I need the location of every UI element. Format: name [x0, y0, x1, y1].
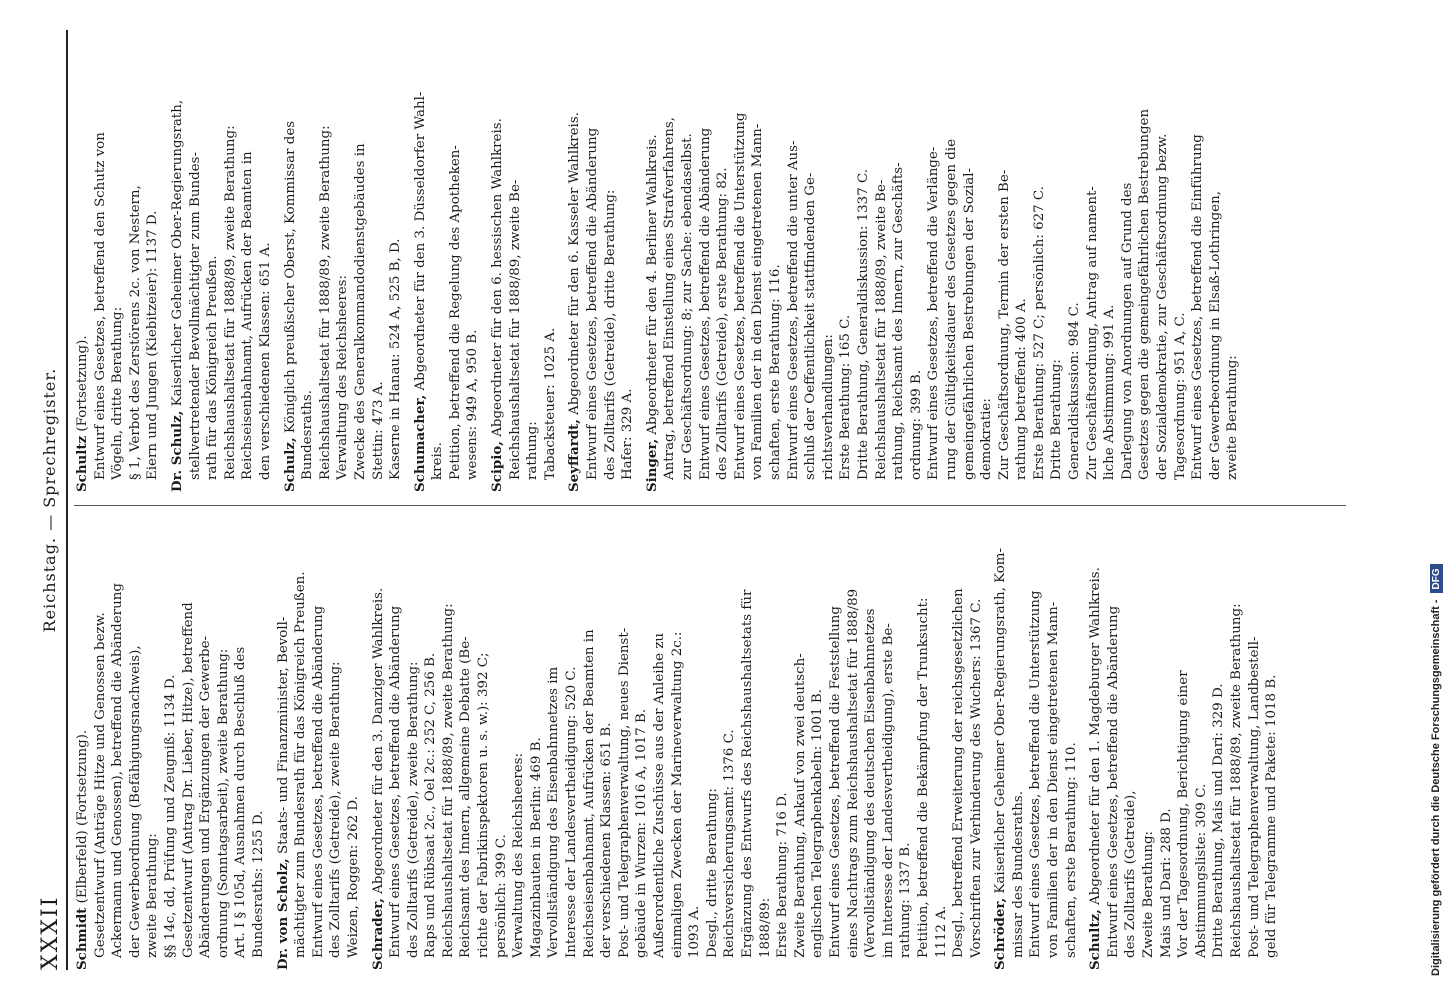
entry-text: Abgeordneter für den 3. Danziger Wahlkreis.: [370, 587, 386, 899]
entry-line: von Familien der in den Dienst eingetretenen Mann-: [750, 123, 766, 480]
entry-line: des Zolltarifs (Getreide), erste Berathung: 82.: [715, 167, 731, 480]
entry-line: Dritte Berathung, Mais und Dari: 329 D.: [1211, 683, 1227, 958]
register-entry: [644, 37, 1242, 492]
entry-line: Entwurf eines Gesetzes, betreffend den Schutz von: [92, 132, 108, 480]
entry-line: Zweite Berathung:: [1141, 830, 1157, 958]
speaker-name: Schulz,: [281, 437, 298, 492]
entry-line: Reichshaushaltsetat für 1888/89, zweite Berathung:: [317, 125, 333, 480]
entry-line: Interesse der Landesvertheidigung: 520 C.: [564, 666, 580, 958]
entry-line: Entwurf eines Gesetzes, betreffend die Abänderung: [697, 127, 713, 480]
register-entry: [275, 515, 363, 970]
entry-line: §§ 14c, dd, Prüfung und Zeugniß: 1134 D.: [162, 674, 178, 958]
entry-line: Entwurf eines Gesetzes, betreffend die Unterstützung: [1028, 590, 1044, 958]
entry-line: Entwurf eines Gesetzes, betreffend die Einführung: [1190, 134, 1206, 480]
entry-line: [566, 37, 584, 492]
entry-text: (Elberfeld) (Fortsetzung).: [75, 729, 90, 908]
entry-line: Entwurf eines Gesetzes, betreffend die unter Aus-: [785, 140, 801, 480]
entry-line: des Zolltarifs (Getreide), zweite Berathung:: [405, 661, 421, 958]
entry-line: Post- und Telegraphenverwaltung, Landbestell-: [1246, 636, 1262, 958]
entry-line: Zur Geschäftsordnung, Antrag auf nament-: [1084, 186, 1100, 480]
entry-line: Entwurf eines Gesetzes, betreffend die Abänderung: [388, 605, 404, 958]
entry-line: Erste Berathung: 165 C.: [838, 314, 854, 480]
page-number: XXXII: [38, 895, 63, 970]
entry-line: 1093 A.: [687, 905, 703, 958]
speaker-name: Schrader,: [369, 898, 386, 970]
entry-text: (Fortsetzung).: [75, 335, 90, 436]
entry-line: eines Nachtrags zum Reichshaushaltsetat für 1888/89: [845, 588, 861, 958]
entry-line: 1112 A.: [933, 905, 949, 958]
entry-line: Reichshaushaltsetat für 1888/89, zweite Berathung:: [222, 125, 238, 480]
entry-line: Vervollständigung des Eisenbahnnetzes im: [546, 666, 562, 958]
column-divider: [74, 505, 1346, 506]
entry-text: Staats- und Finanzminister, Bevoll-: [275, 616, 291, 859]
entry-line: mächtigter zum Bundesrath für das Königreich Preußen.: [293, 571, 309, 958]
entry-text: Abgeordneter für den 1. Magdeburger Wahlkreis.: [1088, 567, 1104, 910]
entry-line: Gesetzentwurf (Antrag Dr. Lieber, Hitze), betreffend: [180, 602, 196, 958]
entry-line: Tagesordnung: 951 A, C.: [1172, 312, 1188, 480]
entry-line: des Zolltarifs (Getreide), zweite Berathung:: [328, 661, 344, 958]
entry-line: Vögeln, dritte Berathung:: [110, 306, 126, 480]
entry-line: Vorschriften zur Verhinderung des Wuchers: 1367 C.: [968, 598, 984, 958]
entry-line: Zweite Berathung, Ankauf von zwei deutsch-: [792, 653, 808, 958]
entry-line: [412, 37, 430, 492]
entry-line: Reichshaushaltsetat für 1888/89, zweite Be-: [873, 179, 889, 480]
entry-line: kreis.: [430, 442, 446, 480]
register-entry: [74, 37, 162, 492]
speaker-name: Dr. Schulz,: [168, 410, 185, 492]
entry-text: Abgeordneter für den 3. Düsseldorfer Wahl-: [412, 91, 428, 395]
entry-line: im Interesse der Landesvertheidigung), erste Be-: [880, 623, 896, 958]
entry-line: Petition, betreffend die Regelung des Apotheken-: [447, 145, 463, 480]
register-entry: [370, 515, 986, 970]
entry-line: missar des Bundesraths.: [1010, 791, 1026, 958]
entry-line: Stettin: 473 A.: [370, 381, 386, 480]
entry-line: Magazinbauten in Berlin: 469 B.: [528, 737, 544, 958]
entry-line: Entwurf eines Gesetzes, betreffend die Abänderung: [1105, 605, 1121, 958]
entry-line: Dritte Berathung:: [1049, 359, 1065, 480]
entry-line: Raps und Rübsaat 2c., Oel 2c.: 252 C, 256 B.: [423, 652, 439, 958]
entry-line: richte der Fabrikinspektoren u. s. w.): 392 C;: [476, 652, 492, 958]
entry-line: Vor der Tagesordnung, Berichtigung einer: [1176, 670, 1192, 958]
entry-line: Eiern und Jungen (Kiebitzeier): 1137 D.: [145, 210, 161, 480]
register-entry: [566, 37, 636, 492]
entry-line: § 1, Verbot des Zerstörens 2c. von Nestern,: [127, 185, 143, 480]
register-entry: [489, 37, 559, 492]
entry-line: demokratie:: [979, 398, 995, 480]
speaker-name: Schultz,: [1087, 909, 1104, 970]
stamp-text: Digitalisierung gefördert durch die Deutsche Forschungsgemeinschaft -: [1430, 599, 1442, 976]
entry-line: Art. I § 105d, Ausnahmen durch Beschluß des: [233, 646, 249, 958]
entry-line: stellvertretender Bevollmächtigter zum Bundes-: [187, 152, 203, 480]
entry-line: [370, 515, 388, 970]
running-title: Reichstag. — Sprechregister.: [40, 367, 59, 633]
entry-line: [1087, 515, 1105, 970]
entry-line: gemeingefährlichen Bestrebungen der Sozial-: [961, 167, 977, 480]
entry-line: ordnung (Sonntagsarbeit), zweite Berathung:: [215, 648, 231, 958]
entry-line: Gesetzentwurf (Anträge Hitze und Genossen bezw.: [92, 612, 108, 958]
entry-line: Hafer: 329 A.: [620, 388, 636, 480]
entry-line: Tabacksteuer: 1025 A.: [542, 327, 558, 480]
entry-line: Entwurf eines Gesetzes, betreffend die Abänderung: [310, 605, 326, 958]
dfg-logo: DFG: [1430, 564, 1443, 593]
entry-line: [74, 37, 92, 492]
entry-line: richtsverhandlungen:: [820, 334, 836, 480]
entry-line: des Zolltarifs (Getreide), dritte Berathung:: [602, 189, 618, 480]
entry-line: rathung:: [525, 421, 541, 480]
entry-line: zweite Berathung:: [145, 833, 161, 958]
entry-line: 1888/89:: [757, 897, 773, 958]
entry-line: der Sozialdemokratie, zur Geschäftsordnung bezw.: [1155, 133, 1171, 480]
entry-line: Reichseisenbahnamt, Aufrücken der Beamten in: [240, 151, 256, 480]
entry-line: schaften, erste Berathung: 110.: [1063, 742, 1079, 958]
entry-line: Desgl., dritte Berathung:: [704, 788, 720, 958]
entry-text: Abgeordneter für den 4. Berliner Wahlkreis.: [644, 134, 660, 439]
entry-line: [644, 37, 662, 492]
entry-line: Reichsversicherungsamt: 1376 C.: [722, 729, 738, 958]
entry-line: Reichshaushaltsetat für 1888/89, zweite Berathung:: [440, 603, 456, 958]
entry-line: rathung, Reichsamt des Innern, zur Geschäfts-: [891, 162, 907, 480]
entry-line: von Familien der in den Dienst eingetretenen Mann-: [1046, 601, 1062, 958]
entry-line: Verwaltung des Reichsheeres:: [335, 274, 351, 480]
entry-line: zur Geschäftsordnung: 8; zur Sache: ebendaselbst.: [680, 133, 695, 480]
register-entry: [282, 37, 405, 492]
entry-line: persönlich: 399 C.: [493, 834, 509, 958]
speaker-name: Singer,: [643, 438, 660, 492]
entry-line: [74, 515, 92, 970]
entry-line: Darlegung von Anordnungen auf Grund des: [1119, 182, 1135, 480]
entry-text: Kaiserlicher Geheimer Ober-Regierungsrath, Kom-: [993, 547, 1009, 898]
entry-line: Reichshaushaltsetat für 1888/89, zweite Be-: [507, 179, 523, 480]
entry-line: [489, 37, 507, 492]
entry-line: liche Abstimmung: 991 A.: [1102, 304, 1118, 480]
entry-line: Antrag, betreffend Einstellung eines Strafverfahrens,: [662, 116, 678, 480]
entry-line: Generaldiskussion: 984 C.: [1067, 302, 1083, 480]
rotated-page-content: [26, 0, 1406, 1000]
entry-line: Bundesraths.: [300, 390, 316, 480]
speaker-name: Dr. von Scholz,: [274, 858, 291, 970]
page-header: [36, 30, 68, 970]
entry-line: Post- und Telegraphenverwaltung, neues Dienst-: [616, 627, 632, 958]
entry-line: geld für Telegramme und Pakete: 1018 B.: [1264, 674, 1280, 958]
entry-line: wesens: 949 A, 950 B.: [465, 329, 481, 480]
entry-line: Zwecke des Generalkommandodienstgebäudes in: [352, 143, 368, 480]
entry-line: Zur Geschäftsordnung, Termin der ersten Be-: [996, 169, 1012, 480]
entry-text: Kaiserlicher Geheimer Ober-Regierungsrath,: [169, 99, 185, 411]
digitization-stamp: [1404, 0, 1442, 1000]
entry-line: Entwurf eines Gesetzes, betreffend die Feststellung: [827, 606, 843, 958]
entry-line: Reichseisenbahnamt, Aufrücken der Beamten in: [581, 629, 597, 958]
entry-line: englischen Telegraphenkabeln: 1001 B.: [810, 689, 826, 958]
entry-line: Außerordentliche Zuschüsse aus der Anleihe zu: [652, 632, 667, 958]
entry-text: Königlich preußischer Oberst, Kommissar des: [282, 120, 298, 438]
entry-line: rathung: 1337 B.: [898, 842, 914, 958]
entry-line: Reichsamt des Innern, allgemeine Debatte (Be-: [458, 636, 474, 958]
entry-line: [275, 515, 293, 970]
entry-line: Verwaltung des Reichsheeres:: [511, 752, 527, 958]
register-entry: [169, 37, 275, 492]
entry-line: (Vervollständigung des deutschen Eisenbahnnetzes: [863, 608, 879, 958]
entry-line: Ergänzung des Entwurfs des Reichshaushaltsetats für: [739, 589, 755, 958]
register-entry: [412, 37, 482, 492]
speaker-name: Scipio,: [489, 441, 506, 492]
entry-line: Abänderungen und Ergänzungen der Gewerbe-: [198, 635, 214, 958]
entry-line: schaften, erste Berathung: 116.: [767, 264, 783, 480]
right-column: [74, 37, 1366, 492]
entry-line: Entwurf eines Gesetzes, betreffend die Abänderung: [585, 127, 601, 480]
entry-line: Entwurf eines Gesetzes, betreffend die Unterstützung: [732, 112, 748, 480]
entry-line: zweite Berathung:: [1225, 355, 1241, 480]
register-entry: [992, 515, 1080, 970]
entry-line: Bundesraths: 1255 D.: [250, 810, 266, 958]
entry-text: Abgeordneter für den 6. Kasseler Wahlkreis.: [567, 112, 583, 420]
speaker-name: Schröder,: [992, 897, 1009, 970]
entry-line: rath für das Königreich Preußen.: [205, 255, 221, 480]
entry-line: Ackermann und Genossen), betreffend die Abänderung: [110, 583, 126, 958]
entry-line: der verschiedenen Klassen: 651 B.: [599, 722, 615, 958]
entry-line: Erste Berathung: 527 C; persönlich: 627 C.: [1031, 186, 1047, 480]
register-entry: [1087, 515, 1281, 970]
entry-line: Gesetzes gegen die gemeingefährlichen Bestrebungen: [1137, 108, 1153, 480]
entry-line: der Gewerbeordnung in Elsaß-Lothringen,: [1207, 191, 1223, 480]
entry-line: [992, 515, 1010, 970]
entry-line: einmaligen Zwecken der Marineverwaltung 2c.:: [669, 631, 685, 958]
entry-line: Erste Berathung: 716 D.: [775, 792, 791, 958]
speaker-name: Seyffardt,: [566, 419, 583, 492]
entry-line: Mais und Dari: 288 D.: [1158, 808, 1174, 958]
entry-line: Kaserne in Hanau: 524 A, 525 B, D.: [388, 238, 404, 480]
entry-line: Petition, betreffend die Bekämpfung der Trunksucht:: [915, 597, 931, 958]
entry-line: Desgl., betreffend Erweiterung der reichsgesetzlichen: [951, 588, 967, 958]
entry-line: rung der Gültigkeitsdauer des Gesetzes gegen die: [943, 139, 959, 480]
entry-line: den verschiedenen Klassen: 651 A.: [257, 242, 273, 480]
register-entry: [74, 515, 268, 970]
entry-line: [169, 37, 187, 492]
entry-line: [282, 37, 300, 492]
speaker-name: Schumacher,: [411, 394, 428, 492]
entry-line: schluß der Oeffentlichkeit stattfindenden Ge-: [803, 172, 819, 480]
entry-line: Dritte Berathung, Generaldiskussion: 1337 C.: [855, 169, 871, 480]
entry-line: der Gewerbeordnung (Befähigungsnachweis),: [127, 645, 143, 958]
left-column: [74, 515, 1366, 970]
entry-line: gebäude in Wurzen: 1016 A, 1017 B.: [634, 708, 650, 958]
entry-line: Reichshaushaltsetat für 1888/89, zweite Berathung:: [1229, 603, 1244, 958]
speaker-name: Schultz: [74, 435, 90, 492]
speaker-name: Schmidt: [74, 907, 90, 970]
entry-line: Weizen, Roggen: 262 D.: [345, 796, 361, 958]
entry-line: des Zolltarifs (Getreide),: [1123, 790, 1139, 958]
entry-text: Abgeordneter für den 6. hessischen Wahlkreis.: [490, 118, 506, 442]
entry-line: ordnung: 399 B.: [908, 369, 924, 480]
entry-line: Abstimmungsliste: 309 C.: [1193, 783, 1209, 958]
entry-line: Entwurf eines Gesetzes, betreffend die Verlänge-: [926, 146, 942, 480]
entry-line: rathung betreffend: 400 A.: [1014, 298, 1030, 480]
